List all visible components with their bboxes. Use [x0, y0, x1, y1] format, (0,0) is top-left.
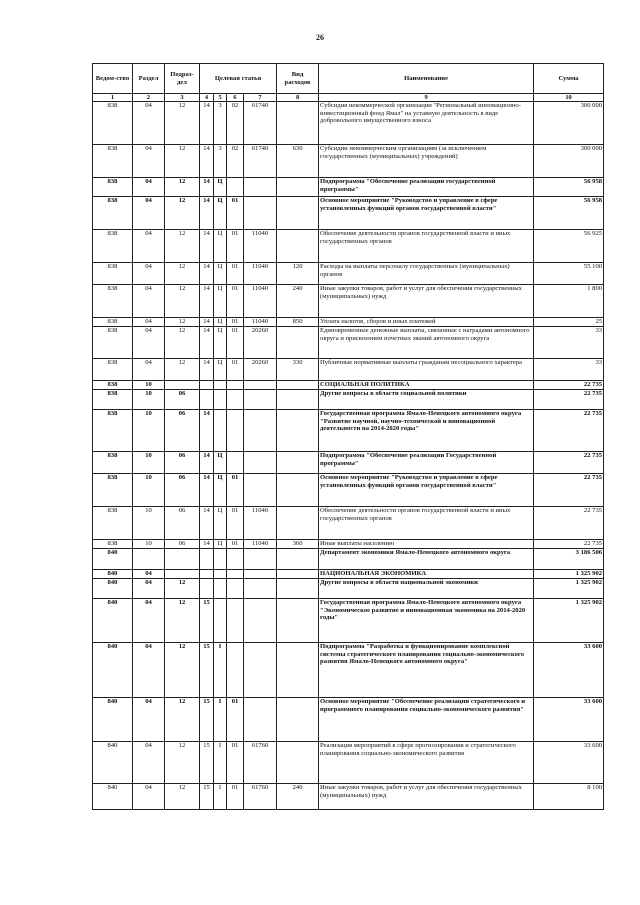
table-row: [93, 579, 604, 599]
vedom-cell: 840: [93, 579, 133, 599]
expense-type-cell: [277, 327, 319, 359]
razdel-cell: 04: [133, 698, 165, 742]
sum-cell: 1 325 902: [534, 579, 604, 599]
target-code-4-cell: [244, 599, 277, 643]
podrazdel-cell: 12: [165, 643, 200, 698]
razdel-cell: 04: [133, 178, 165, 197]
header-celevaya: Целевая статья: [200, 64, 277, 94]
name-cell: Субсидии некоммерческим организациям (за исключением государственных (муниципальных) учреждений): [319, 145, 534, 178]
name-cell: Подпрограмма "Обеспечение реализации государственной программы": [319, 178, 534, 197]
expense-type-cell: [277, 507, 319, 540]
target-code-3-cell: [227, 570, 244, 579]
name-cell: Подпрограмма "Обеспечение реализации Государственной программы": [319, 452, 534, 474]
name-cell: Государственная программа Ямало-Ненецкого автономного округа "Экономическое развитие и инновационная экономика на 2014-2020 годы": [319, 599, 534, 643]
name-cell: Субсидия некоммерческой организации "Региональный инновационно-инвестиционный фонд Ямал" на уставную деятельность в виде добровольного имущественного взноса: [319, 102, 534, 145]
expense-type-cell: [277, 742, 319, 784]
podrazdel-cell: 12: [165, 318, 200, 327]
podrazdel-cell: 12: [165, 698, 200, 742]
table-row: [93, 145, 604, 178]
name-cell: Иные закупки товаров, работ и услуг для обеспечения государственных (муниципальных) нужд: [319, 285, 534, 318]
target-code-2-cell: I: [214, 742, 227, 784]
target-code-4-cell: 11040: [244, 318, 277, 327]
target-code-2-cell: [214, 570, 227, 579]
vedom-cell: 840: [93, 784, 133, 810]
target-code-1-cell: [200, 579, 214, 599]
expense-type-cell: [277, 381, 319, 390]
target-code-4-cell: [244, 452, 277, 474]
sum-cell: 22 735: [534, 410, 604, 452]
razdel-cell: 04: [133, 197, 165, 230]
sum-cell: 300 000: [534, 145, 604, 178]
table-row: [93, 178, 604, 197]
expense-type-cell: [277, 474, 319, 507]
vedom-cell: 838: [93, 145, 133, 178]
expense-type-cell: [277, 549, 319, 570]
target-code-3-cell: [227, 178, 244, 197]
podrazdel-cell: [165, 570, 200, 579]
vedom-cell: 838: [93, 390, 133, 410]
name-cell: Департамент экономики Ямало-Ненецкого автономного округа: [319, 549, 534, 570]
sum-cell: 33: [534, 359, 604, 381]
target-code-2-cell: [214, 381, 227, 390]
target-code-1-cell: 15: [200, 742, 214, 784]
target-code-2-cell: Ц: [214, 178, 227, 197]
expense-type-cell: [277, 579, 319, 599]
target-code-3-cell: [227, 579, 244, 599]
colnum: 9: [319, 94, 534, 102]
target-code-3-cell: 01: [227, 285, 244, 318]
target-code-1-cell: 14: [200, 474, 214, 507]
table-body: [93, 102, 604, 810]
podrazdel-cell: 06: [165, 474, 200, 507]
sum-cell: 22 735: [534, 381, 604, 390]
razdel-cell: 10: [133, 507, 165, 540]
expense-type-cell: 120: [277, 263, 319, 285]
header-row: [93, 64, 604, 94]
table-row: [93, 327, 604, 359]
table-row: [93, 102, 604, 145]
name-cell: Иные закупки товаров, работ и услуг для обеспечения государственных (муниципальных) нужд: [319, 784, 534, 810]
target-code-2-cell: Ц: [214, 540, 227, 549]
target-code-1-cell: 14: [200, 318, 214, 327]
target-code-2-cell: [214, 579, 227, 599]
table-row: [93, 230, 604, 263]
target-code-2-cell: [214, 410, 227, 452]
podrazdel-cell: 12: [165, 145, 200, 178]
name-cell: Основное мероприятие "Обеспечение реализации стратегического и программного планирования социально-экономического развития": [319, 698, 534, 742]
target-code-1-cell: 14: [200, 285, 214, 318]
colnum: 8: [277, 94, 319, 102]
vedom-cell: 838: [93, 285, 133, 318]
sum-cell: 56 958: [534, 197, 604, 230]
target-code-4-cell: [244, 410, 277, 452]
target-code-2-cell: I: [214, 698, 227, 742]
target-code-3-cell: 01: [227, 318, 244, 327]
expense-type-cell: 330: [277, 359, 319, 381]
target-code-4-cell: 11040: [244, 285, 277, 318]
expense-type-cell: [277, 643, 319, 698]
razdel-cell: 04: [133, 784, 165, 810]
expense-type-cell: 240: [277, 784, 319, 810]
podrazdel-cell: 06: [165, 410, 200, 452]
table-row: [93, 698, 604, 742]
target-code-4-cell: 20260: [244, 327, 277, 359]
target-code-1-cell: 14: [200, 178, 214, 197]
vedom-cell: 838: [93, 359, 133, 381]
target-code-2-cell: Ц: [214, 474, 227, 507]
expense-type-cell: [277, 452, 319, 474]
target-code-1-cell: 14: [200, 452, 214, 474]
expense-type-cell: [277, 570, 319, 579]
target-code-4-cell: [244, 698, 277, 742]
target-code-4-cell: 11040: [244, 263, 277, 285]
razdel-cell: 04: [133, 145, 165, 178]
target-code-2-cell: Ц: [214, 327, 227, 359]
sum-cell: 22 735: [534, 507, 604, 540]
target-code-4-cell: [244, 579, 277, 599]
sum-cell: 22 735: [534, 452, 604, 474]
colnum: 6: [227, 94, 244, 102]
target-code-3-cell: [227, 643, 244, 698]
name-cell: СОЦИАЛЬНАЯ ПОЛИТИКА: [319, 381, 534, 390]
table-row: [93, 381, 604, 390]
target-code-2-cell: [214, 390, 227, 410]
razdel-cell: 10: [133, 390, 165, 410]
vedom-cell: 838: [93, 178, 133, 197]
sum-cell: 56 925: [534, 230, 604, 263]
table-row: [93, 599, 604, 643]
razdel-cell: 10: [133, 381, 165, 390]
header-razdel: Раздел: [133, 64, 165, 94]
razdel-cell: 04: [133, 643, 165, 698]
target-code-3-cell: 01: [227, 742, 244, 784]
target-code-2-cell: Ц: [214, 359, 227, 381]
budget-table: [92, 63, 604, 810]
target-code-3-cell: [227, 390, 244, 410]
sum-cell: 33: [534, 327, 604, 359]
vedom-cell: 838: [93, 507, 133, 540]
target-code-3-cell: [227, 599, 244, 643]
vedom-cell: 840: [93, 549, 133, 570]
target-code-1-cell: 14: [200, 410, 214, 452]
razdel-cell: 04: [133, 570, 165, 579]
vedom-cell: 838: [93, 452, 133, 474]
name-cell: НАЦИОНАЛЬНАЯ ЭКОНОМИКА: [319, 570, 534, 579]
vedom-cell: 838: [93, 474, 133, 507]
expense-type-cell: [277, 698, 319, 742]
target-code-3-cell: [227, 452, 244, 474]
colnum: 5: [214, 94, 227, 102]
razdel-cell: 04: [133, 263, 165, 285]
vedom-cell: 838: [93, 230, 133, 263]
vedom-cell: 840: [93, 698, 133, 742]
vedom-cell: 838: [93, 318, 133, 327]
target-code-1-cell: 15: [200, 643, 214, 698]
podrazdel-cell: 12: [165, 178, 200, 197]
name-cell: Публичные нормативные выплаты гражданам несоциального характера: [319, 359, 534, 381]
table-row: [93, 507, 604, 540]
table-row: [93, 570, 604, 579]
sum-cell: 33 600: [534, 742, 604, 784]
target-code-4-cell: [244, 381, 277, 390]
table-row: [93, 549, 604, 570]
target-code-2-cell: Ц: [214, 318, 227, 327]
target-code-1-cell: [200, 570, 214, 579]
vedom-cell: 838: [93, 263, 133, 285]
target-code-4-cell: 11040: [244, 540, 277, 549]
target-code-2-cell: Ц: [214, 285, 227, 318]
podrazdel-cell: 06: [165, 507, 200, 540]
name-cell: Другие вопросы в области национальной экономики: [319, 579, 534, 599]
target-code-1-cell: 14: [200, 230, 214, 263]
target-code-3-cell: 01: [227, 474, 244, 507]
vedom-cell: 838: [93, 197, 133, 230]
target-code-2-cell: I: [214, 784, 227, 810]
target-code-4-cell: [244, 643, 277, 698]
name-cell: Основное мероприятие "Руководство и управление в сфере установленных функций органов государственной власти": [319, 474, 534, 507]
target-code-1-cell: 15: [200, 784, 214, 810]
vedom-cell: 840: [93, 643, 133, 698]
table-row: [93, 197, 604, 230]
target-code-1-cell: 14: [200, 263, 214, 285]
expense-type-cell: 850: [277, 318, 319, 327]
razdel-cell: [133, 549, 165, 570]
podrazdel-cell: 12: [165, 579, 200, 599]
vedom-cell: 840: [93, 742, 133, 784]
target-code-1-cell: 14: [200, 359, 214, 381]
target-code-4-cell: 61740: [244, 145, 277, 178]
podrazdel-cell: [165, 549, 200, 570]
target-code-1-cell: [200, 390, 214, 410]
table-row: [93, 540, 604, 549]
target-code-4-cell: 11040: [244, 507, 277, 540]
vedom-cell: 838: [93, 410, 133, 452]
razdel-cell: 04: [133, 742, 165, 784]
header-summa: Сумма: [534, 64, 604, 94]
target-code-2-cell: Ц: [214, 507, 227, 540]
table-row: [93, 285, 604, 318]
vedom-cell: 838: [93, 102, 133, 145]
expense-type-cell: [277, 410, 319, 452]
table-row: [93, 390, 604, 410]
name-cell: Единовременные денежные выплаты, связанные с наградами автономного округа и присвоением почетных званий автономного округа: [319, 327, 534, 359]
podrazdel-cell: 06: [165, 390, 200, 410]
sum-cell: 8 100: [534, 784, 604, 810]
name-cell: Расходы на выплаты персоналу государственных (муниципальных) органов: [319, 263, 534, 285]
target-code-4-cell: 20260: [244, 359, 277, 381]
razdel-cell: 10: [133, 452, 165, 474]
expense-type-cell: [277, 197, 319, 230]
target-code-1-cell: 14: [200, 145, 214, 178]
table-row: [93, 452, 604, 474]
target-code-2-cell: I: [214, 643, 227, 698]
target-code-1-cell: 14: [200, 327, 214, 359]
target-code-4-cell: 11040: [244, 230, 277, 263]
colnum: 10: [534, 94, 604, 102]
target-code-2-cell: Ц: [214, 263, 227, 285]
name-cell: Обеспечение деятельности органов государственной власти и иных государственных органов: [319, 230, 534, 263]
razdel-cell: 04: [133, 230, 165, 263]
sum-cell: 22 735: [534, 390, 604, 410]
header-podrazdel: Подраз-дел: [165, 64, 200, 94]
razdel-cell: 04: [133, 102, 165, 145]
target-code-1-cell: 15: [200, 599, 214, 643]
podrazdel-cell: 12: [165, 359, 200, 381]
razdel-cell: 04: [133, 359, 165, 381]
name-cell: Реализация мероприятий в сфере прогнозирования и стратегического планирования социально-экономического развития: [319, 742, 534, 784]
target-code-1-cell: 14: [200, 102, 214, 145]
target-code-2-cell: Ц: [214, 197, 227, 230]
target-code-3-cell: 01: [227, 698, 244, 742]
expense-type-cell: [277, 390, 319, 410]
sum-cell: 1 800: [534, 285, 604, 318]
header-vid: Вид расходов: [277, 64, 319, 94]
target-code-4-cell: [244, 570, 277, 579]
sum-cell: 300 000: [534, 102, 604, 145]
name-cell: Иные выплаты населению: [319, 540, 534, 549]
razdel-cell: 04: [133, 599, 165, 643]
header-vedom: Ведом-ство: [93, 64, 133, 94]
target-code-1-cell: 14: [200, 197, 214, 230]
colnum: 7: [244, 94, 277, 102]
podrazdel-cell: 12: [165, 197, 200, 230]
header-naimenovanie: Наименование: [319, 64, 534, 94]
name-cell: Другие вопросы в области социальной политики: [319, 390, 534, 410]
target-code-1-cell: [200, 549, 214, 570]
podrazdel-cell: 12: [165, 784, 200, 810]
name-cell: Уплата налогов, сборов и иных платежей: [319, 318, 534, 327]
sum-cell: 1 325 902: [534, 599, 604, 643]
target-code-2-cell: [214, 549, 227, 570]
expense-type-cell: 240: [277, 285, 319, 318]
target-code-4-cell: [244, 549, 277, 570]
target-code-3-cell: 01: [227, 540, 244, 549]
razdel-cell: 10: [133, 410, 165, 452]
table-row: [93, 410, 604, 452]
table-row: [93, 359, 604, 381]
podrazdel-cell: 12: [165, 285, 200, 318]
table-row: [93, 263, 604, 285]
podrazdel-cell: 12: [165, 742, 200, 784]
target-code-3-cell: [227, 410, 244, 452]
target-code-3-cell: 01: [227, 784, 244, 810]
vedom-cell: 838: [93, 540, 133, 549]
vedom-cell: 840: [93, 570, 133, 579]
sum-cell: 25: [534, 318, 604, 327]
sum-cell: 33 600: [534, 698, 604, 742]
target-code-3-cell: [227, 549, 244, 570]
target-code-1-cell: 14: [200, 507, 214, 540]
target-code-3-cell: 02: [227, 145, 244, 178]
razdel-cell: 04: [133, 579, 165, 599]
expense-type-cell: [277, 599, 319, 643]
vedom-cell: 838: [93, 327, 133, 359]
sum-cell: 55 100: [534, 263, 604, 285]
podrazdel-cell: 06: [165, 540, 200, 549]
sum-cell: 1 325 902: [534, 570, 604, 579]
expense-type-cell: 360: [277, 540, 319, 549]
podrazdel-cell: 06: [165, 452, 200, 474]
expense-type-cell: 630: [277, 145, 319, 178]
sum-cell: 33 600: [534, 643, 604, 698]
target-code-1-cell: [200, 381, 214, 390]
table-row: [93, 318, 604, 327]
target-code-2-cell: 3: [214, 102, 227, 145]
target-code-3-cell: 01: [227, 327, 244, 359]
target-code-4-cell: [244, 390, 277, 410]
expense-type-cell: [277, 102, 319, 145]
target-code-2-cell: 3: [214, 145, 227, 178]
sum-cell: 22 735: [534, 540, 604, 549]
table-row: [93, 784, 604, 810]
page-number: 26: [316, 33, 324, 42]
target-code-2-cell: [214, 599, 227, 643]
target-code-4-cell: 61760: [244, 784, 277, 810]
table-row: [93, 474, 604, 507]
expense-type-cell: [277, 178, 319, 197]
podrazdel-cell: 12: [165, 327, 200, 359]
target-code-3-cell: 02: [227, 102, 244, 145]
name-cell: Обеспечение деятельности органов государственной власти и иных государственных органов: [319, 507, 534, 540]
vedom-cell: 840: [93, 599, 133, 643]
target-code-4-cell: [244, 178, 277, 197]
podrazdel-cell: 12: [165, 102, 200, 145]
target-code-3-cell: 01: [227, 230, 244, 263]
podrazdel-cell: 12: [165, 599, 200, 643]
sum-cell: 3 186 506: [534, 549, 604, 570]
vedom-cell: 838: [93, 381, 133, 390]
column-number-row: [93, 94, 604, 102]
target-code-3-cell: 01: [227, 359, 244, 381]
razdel-cell: 04: [133, 318, 165, 327]
target-code-4-cell: 61760: [244, 742, 277, 784]
colnum: 2: [133, 94, 165, 102]
target-code-3-cell: [227, 381, 244, 390]
sum-cell: 56 958: [534, 178, 604, 197]
target-code-3-cell: 01: [227, 263, 244, 285]
colnum: 4: [200, 94, 214, 102]
colnum: 1: [93, 94, 133, 102]
expense-type-cell: [277, 230, 319, 263]
podrazdel-cell: 12: [165, 230, 200, 263]
razdel-cell: 04: [133, 285, 165, 318]
target-code-4-cell: [244, 474, 277, 507]
razdel-cell: 04: [133, 327, 165, 359]
razdel-cell: 10: [133, 474, 165, 507]
target-code-4-cell: 61740: [244, 102, 277, 145]
name-cell: Подпрограмма "Разработка и функционирование комплексной системы стратегического планирования социально-экономического развития Ямало-Ненецкого автономного округа": [319, 643, 534, 698]
target-code-1-cell: 14: [200, 540, 214, 549]
name-cell: Основное мероприятие "Руководство и управление в сфере установленных функций органов государственной власти": [319, 197, 534, 230]
target-code-3-cell: 01: [227, 197, 244, 230]
colnum: 3: [165, 94, 200, 102]
table-row: [93, 742, 604, 784]
target-code-1-cell: 15: [200, 698, 214, 742]
target-code-2-cell: Ц: [214, 230, 227, 263]
target-code-4-cell: [244, 197, 277, 230]
razdel-cell: 10: [133, 540, 165, 549]
target-code-2-cell: Ц: [214, 452, 227, 474]
podrazdel-cell: [165, 381, 200, 390]
podrazdel-cell: 12: [165, 263, 200, 285]
sum-cell: 22 735: [534, 474, 604, 507]
table-row: [93, 643, 604, 698]
name-cell: Государственная программа Ямало-Ненецкого автономного округа "Развитие научной, научно-технической и инновационной деятельности на 2014-2020 годы": [319, 410, 534, 452]
target-code-3-cell: 01: [227, 507, 244, 540]
